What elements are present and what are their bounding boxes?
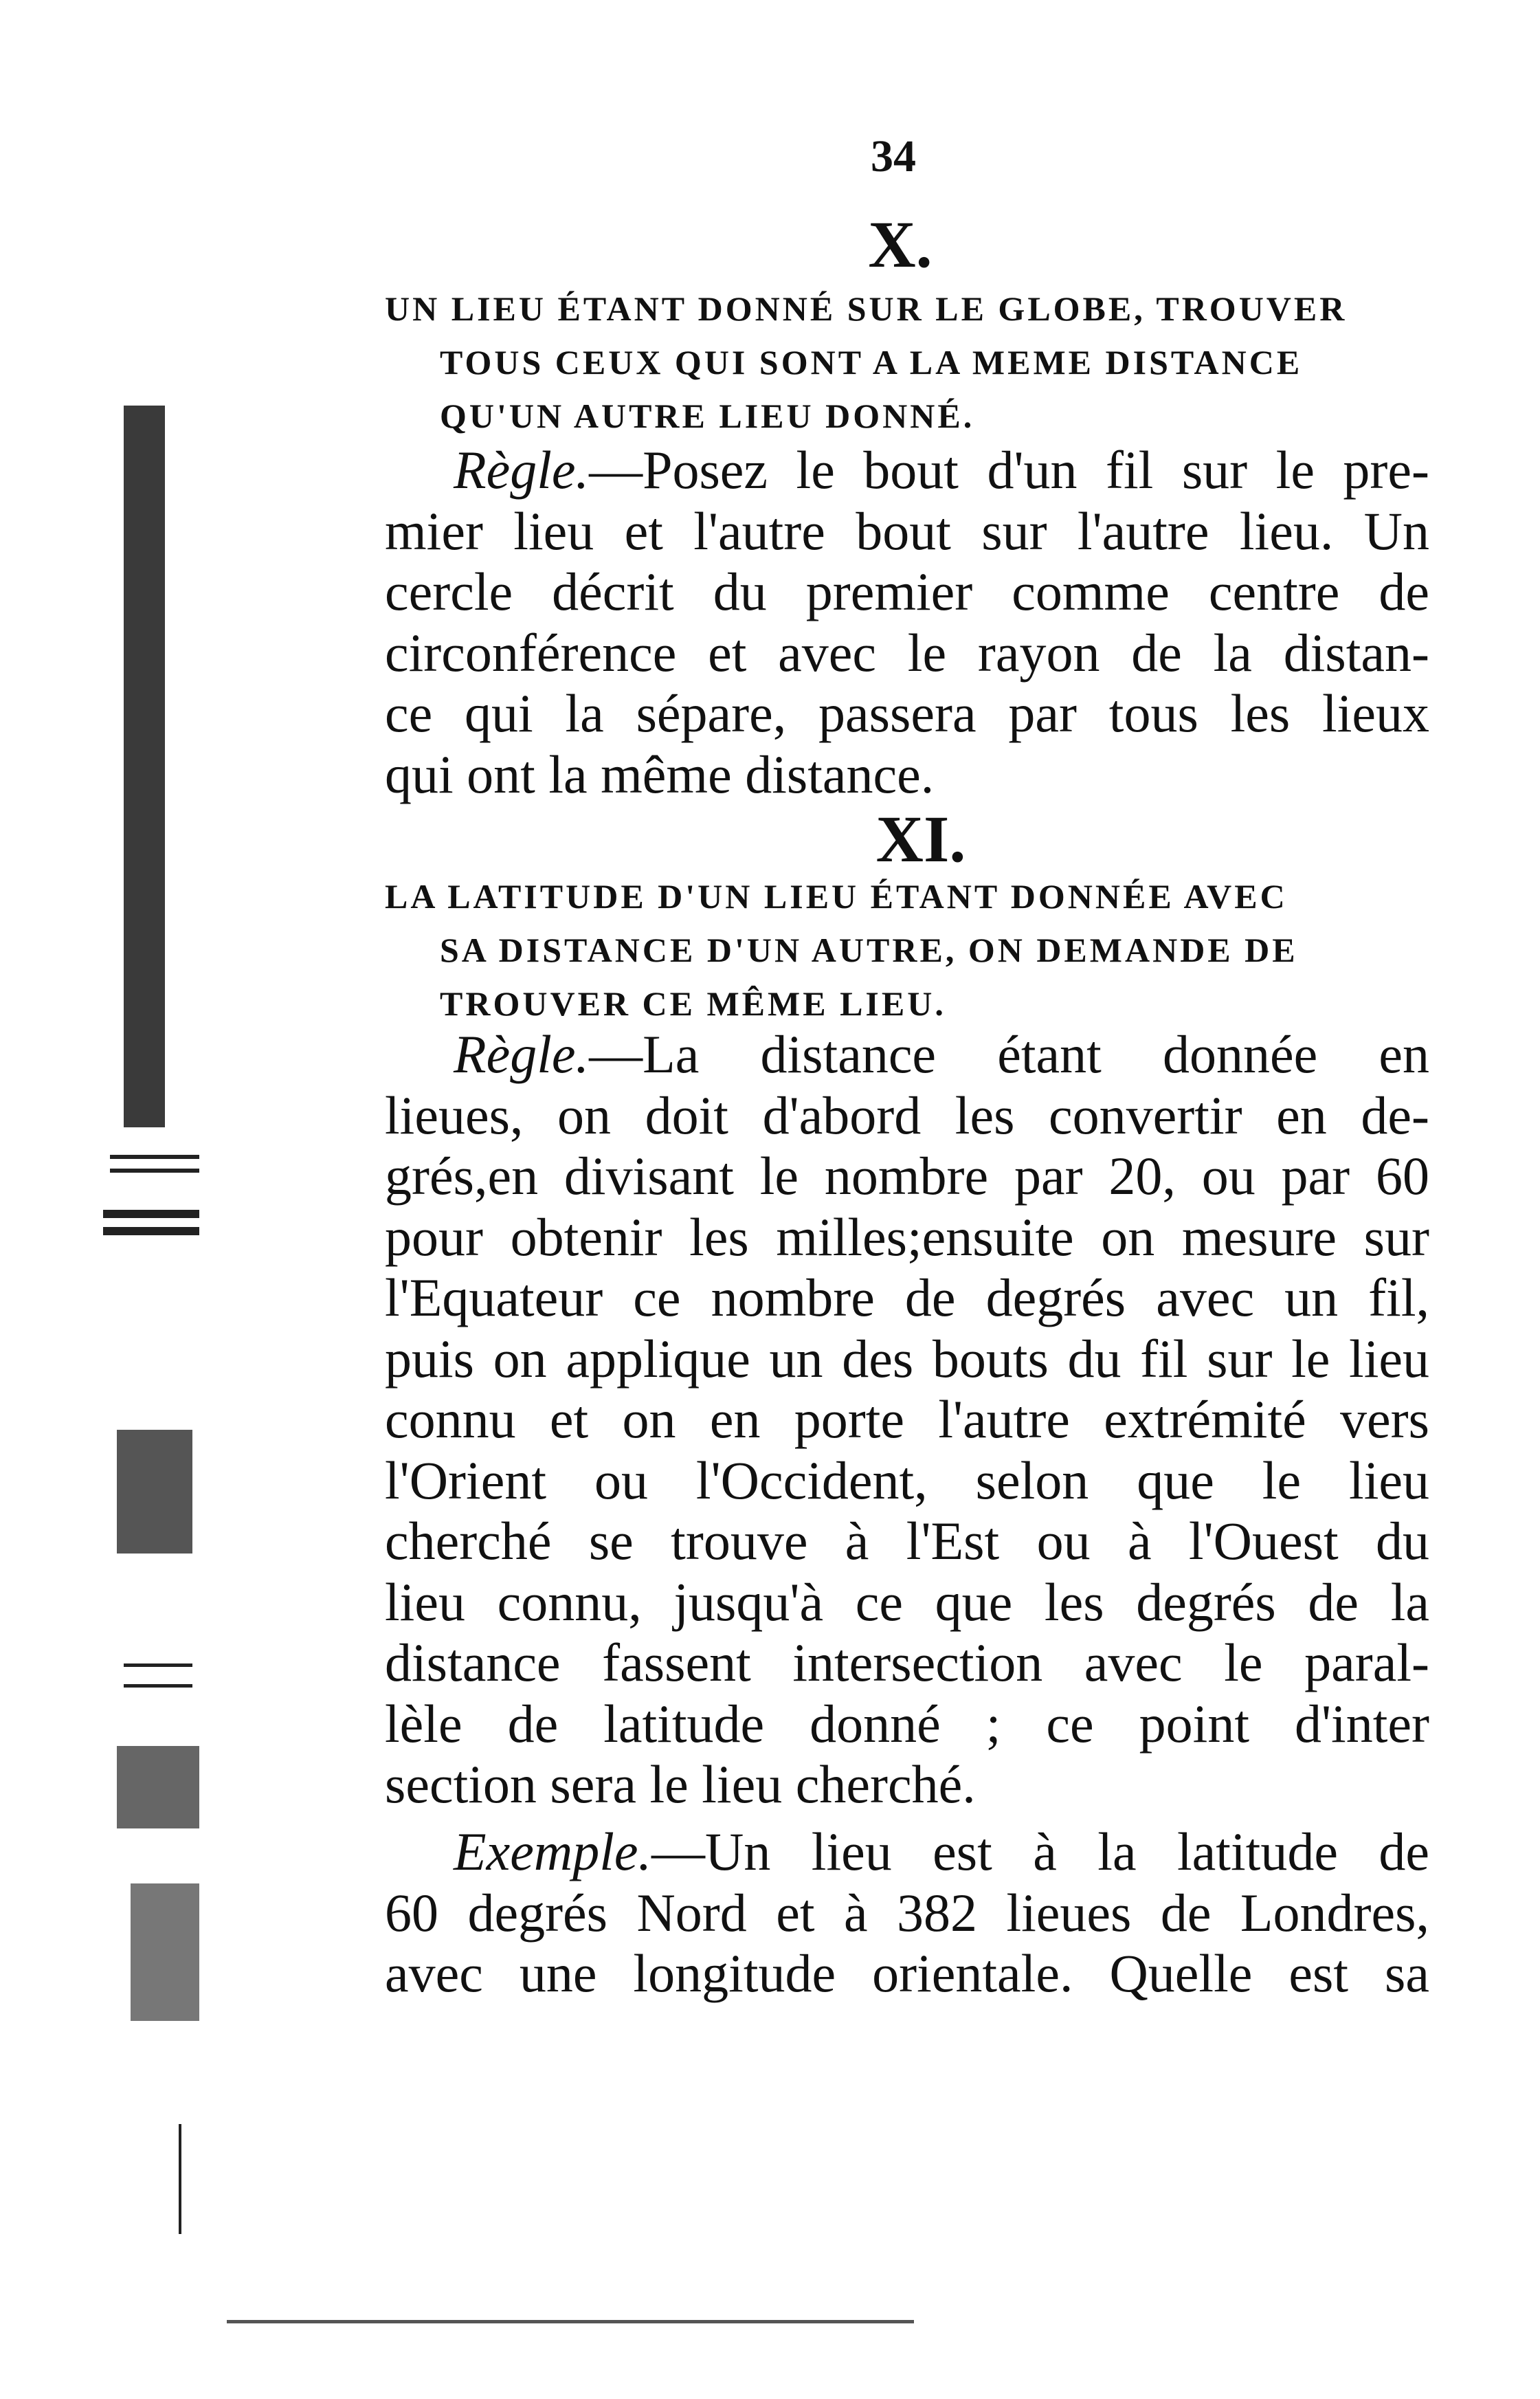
section-x-heading (385, 282, 1429, 443)
section-numeral-xi: XI. (875, 802, 966, 876)
scan-margin-artifact (76, 406, 213, 2399)
paragraph-line: lieu connu, jusqu'à ce que les degrés de la (385, 1571, 1429, 1632)
paragraph-line: Règle.—Posez le bout d'un fil sur le pre- (454, 440, 1429, 500)
page-number: 34 (871, 131, 916, 181)
heading-line: SA DISTANCE D'UN AUTRE, ON DEMANDE DE (440, 931, 1298, 969)
heading-line: UN LIEU ÉTANT DONNÉ SUR LE GLOBE, TROUVER (385, 289, 1348, 328)
paragraph-line: lieues, on doit d'abord les convertir en de- (385, 1085, 1429, 1145)
section-numeral-x: X. (868, 208, 933, 281)
example-label: Exemple. (454, 1822, 652, 1881)
paragraph-line: pour obtenir les milles;ensuite on mesure sur (385, 1206, 1429, 1267)
rule-label: Règle. (454, 1024, 590, 1084)
paragraph-line: Règle.—La distance étant donnée en (454, 1024, 1429, 1084)
section-x-rule-paragraph (385, 440, 1429, 805)
paragraph-line: lèle de latitude donné ; ce point d'inter (385, 1693, 1429, 1754)
heading-line: LA LATITUDE D'UN LIEU ÉTANT DONNÉE AVEC (385, 877, 1288, 916)
paragraph-line: puis on applique un des bouts du fil sur le lieu (385, 1328, 1429, 1389)
paragraph-line: mier lieu et l'autre bout sur l'autre lieu. Un (385, 500, 1429, 561)
rule-label: Règle. (454, 440, 590, 500)
paragraph-line: ce qui la sépare, passera par tous les lieux (385, 683, 1429, 743)
section-xi-rule-paragraph (385, 1024, 1429, 1815)
paragraph-line: grés,en divisant le nombre par 20, ou par 60 (385, 1146, 1429, 1206)
heading-line: TROUVER CE MÊME LIEU. (440, 984, 946, 1023)
paragraph-line: circonférence et avec le rayon de la distan- (385, 622, 1429, 683)
paragraph-line: avec une longitude orientale. Quelle est sa (385, 1943, 1429, 2003)
paragraph-line: 60 degrés Nord et à 382 lieues de Londres, (385, 1882, 1429, 1943)
section-xi-heading (385, 870, 1429, 1030)
paragraph-line: cercle décrit du premier comme centre de (385, 562, 1429, 621)
paragraph-line: section sera le lieu cherché. (385, 1754, 976, 1814)
paragraph-line: Exemple.—Un lieu est à la latitude de (454, 1822, 1429, 1881)
heading-line: TOUS CEUX QUI SONT A LA MEME DISTANCE (440, 343, 1303, 382)
section-xi-example-paragraph (385, 1822, 1429, 2004)
paragraph-line: l'Equateur ce nombre de degrés avec un fil, (385, 1268, 1429, 1327)
paragraph-line: l'Orient ou l'Occident, selon que le lieu (385, 1450, 1429, 1510)
paragraph-line: cherché se trouve à l'Est ou à l'Ouest du (385, 1511, 1429, 1571)
heading-line: QU'UN AUTRE LIEU DONNÉ. (440, 397, 975, 435)
paragraph-line: distance fassent intersection avec le paral- (385, 1633, 1429, 1692)
paragraph-line: qui ont la même distance. (385, 744, 935, 804)
paragraph-line: connu et on en porte l'autre extrémité vers (385, 1389, 1429, 1449)
